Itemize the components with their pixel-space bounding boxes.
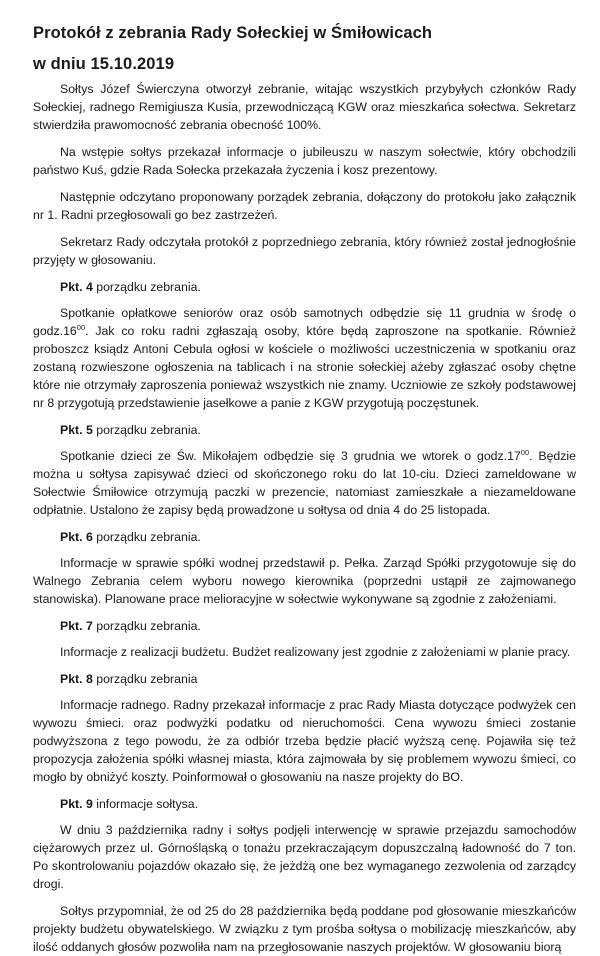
pkt6-label: porządku zebrania.: [92, 530, 201, 544]
pkt4-text-a: Spotkanie opłatkowe seniorów oraz osób samotnych odbędzie się 11 grudnia w środę o godz.16: [33, 306, 576, 338]
pkt9-number: Pkt. 9: [60, 797, 93, 811]
pkt5-number: Pkt. 5: [60, 423, 93, 437]
pkt5-text-b: . Będzie można u sołtysa zapisywać dzieci od skończonego roku do lat 10-ciu. Dzieci zameldowane w Sołectwie Śmiłowice otrzymują paczki w prezencie, natomiast zamieszkałe a niezameldowane odpłatnie. Ustalono że zapisy będą prowadzone u sołtysa od dnia 4 do 25 listopada.: [33, 449, 576, 517]
pkt7-number: Pkt. 7: [60, 619, 93, 633]
pkt5-time-superscript: 00: [520, 448, 530, 457]
section-heading-pkt7: [33, 617, 576, 635]
pkt7-body: Informacje z realizacji budżetu. Budżet realizowany jest zgodnie z założeniami w planie pracy.: [60, 645, 571, 659]
pkt4-time-superscript: 00: [76, 323, 86, 332]
pkt6-number: Pkt. 6: [60, 530, 93, 544]
pkt4-label: porządku zebrania.: [92, 280, 201, 294]
section-heading-pkt6: [33, 528, 576, 546]
section-heading-pkt5: [33, 421, 576, 439]
section-heading-pkt9: [33, 795, 576, 813]
pkt8-number: Pkt. 8: [60, 672, 93, 686]
pkt9-label: informacje sołtysa.: [92, 797, 199, 811]
pkt5-label: porządku zebrania.: [92, 423, 201, 437]
pkt4-text-b: . Jak co roku radni zgłaszają osoby, które będą zaproszone na spotkanie. Również proboszcz ksiądz Antoni Cebula ogłosi w kościele o możliwości uczestniczenia w spotkaniu oraz zostaną rozwieszone ogłoszenia na tablicach i na stronie sołeckiej ażeby zgłaszać osoby chętne które nie otrzymały zaproszenia ponieważ wszystkich nie znamy. Uczniowie ze szkoły podstawowej nr 8 przygotują przedstawienie jasełkowe a panie z KGW przygotują poczęstunek.: [33, 324, 576, 410]
pkt5-text-a: Spotkanie dzieci ze Św. Mikołajem odbędzie się 3 grudnia we wtorek o godz.17: [60, 449, 521, 463]
pkt5-body: [33, 447, 576, 519]
pkt8-body: Informacje radnego. Radny przekazał informacje z prac Rady Miasta dotyczące podwyżek cen wywozu śmieci. oraz podwyżki podatku od nieruchomości. Cena wywozu śmieci zostanie podwyższona z tego powodu, że za odbiór trzeba będzie płacić wyższą cenę. Pojawiła się też propozycja założenia spółki własnej miasta, która zajmowała by się problemem wywozu śmieci, co mogło by obniżyć koszty. Poinformował o głosowaniu na nasze projekty do BO.: [33, 698, 576, 784]
paragraph-opening: Sołtys Józef Świerczyna otworzył zebranie, witając wszystkich przybyłych członków Rady Sołeckiej, radnego Remigiusza Kusia, przewodniczącą KGW oraz mieszkańca sołectwa. Sekretarz stwierdziła prawomocność zebrania obecność 100%.: [33, 82, 576, 132]
pkt9-body-budget: Sołtys przypomniał, że od 25 do 28 października będą poddane pod głosowanie mieszkańców projekty budżetu obywatelskiego. W związku z tym prośba sołtysa o mobilizację mieszkańców, aby ilość oddanych głosów pozwoliła nam na przegłosowanie naszych projektów. W głosowaniu biorą: [33, 904, 576, 954]
pkt6-body: Informacje w sprawie spółki wodnej przedstawił p. Pełka. Zarząd Spółki przygotowuje się do Walnego Zebrania celem wyboru nowego kierownika (poprzedni ustąpił ze zajmowanego stanowiska). Planowane prace melioracyjne w sołectwie wykonywane są zgodnie z założeniami.: [33, 556, 576, 606]
pkt7-label: porządku zebrania.: [92, 619, 201, 633]
paragraph-agenda: Następnie odczytano proponowany porządek zebrania, dołączony do protokołu jako załącznik nr 1. Radni przegłosowali go bez zastrzeżeń.: [33, 190, 576, 222]
section-heading-pkt8: [33, 670, 576, 688]
section-heading-pkt4: [33, 278, 576, 296]
meeting-date: w dniu 15.10.2019: [33, 55, 175, 73]
pkt4-body: [33, 304, 576, 412]
paragraph-previous-minutes: Sekretarz Rady odczytała protokół z poprzedniego zebrania, który również został jednogłośnie przyjęty w głosowaniu.: [33, 235, 576, 267]
pkt4-number: Pkt. 4: [60, 280, 93, 294]
pkt8-label: porządku zebrania: [92, 672, 198, 686]
pkt9-body-trucks: W dniu 3 października radny i sołtys podjęli interwencję w sprawie przejazdu samochodów ciężarowych przez ul. Górnośląską o tonażu przekraczającym dopuszczalną ładowność do 7 ton. Po skontrolowaniu pojazdów okazało się, że jeżdżą one bez wymaganego zezwolenia od zarządcy drogi.: [33, 823, 576, 891]
document-title: Protokół z zebrania Rady Sołeckiej w Śmiłowicach: [33, 24, 433, 42]
paragraph-jubilee: Na wstępie sołtys przekazał informacje o jubileuszu w naszym sołectwie, który obchodzili państwo Kuś, gdzie Rada Sołecka przekazała życzenia i kosz prezentowy.: [33, 145, 576, 177]
